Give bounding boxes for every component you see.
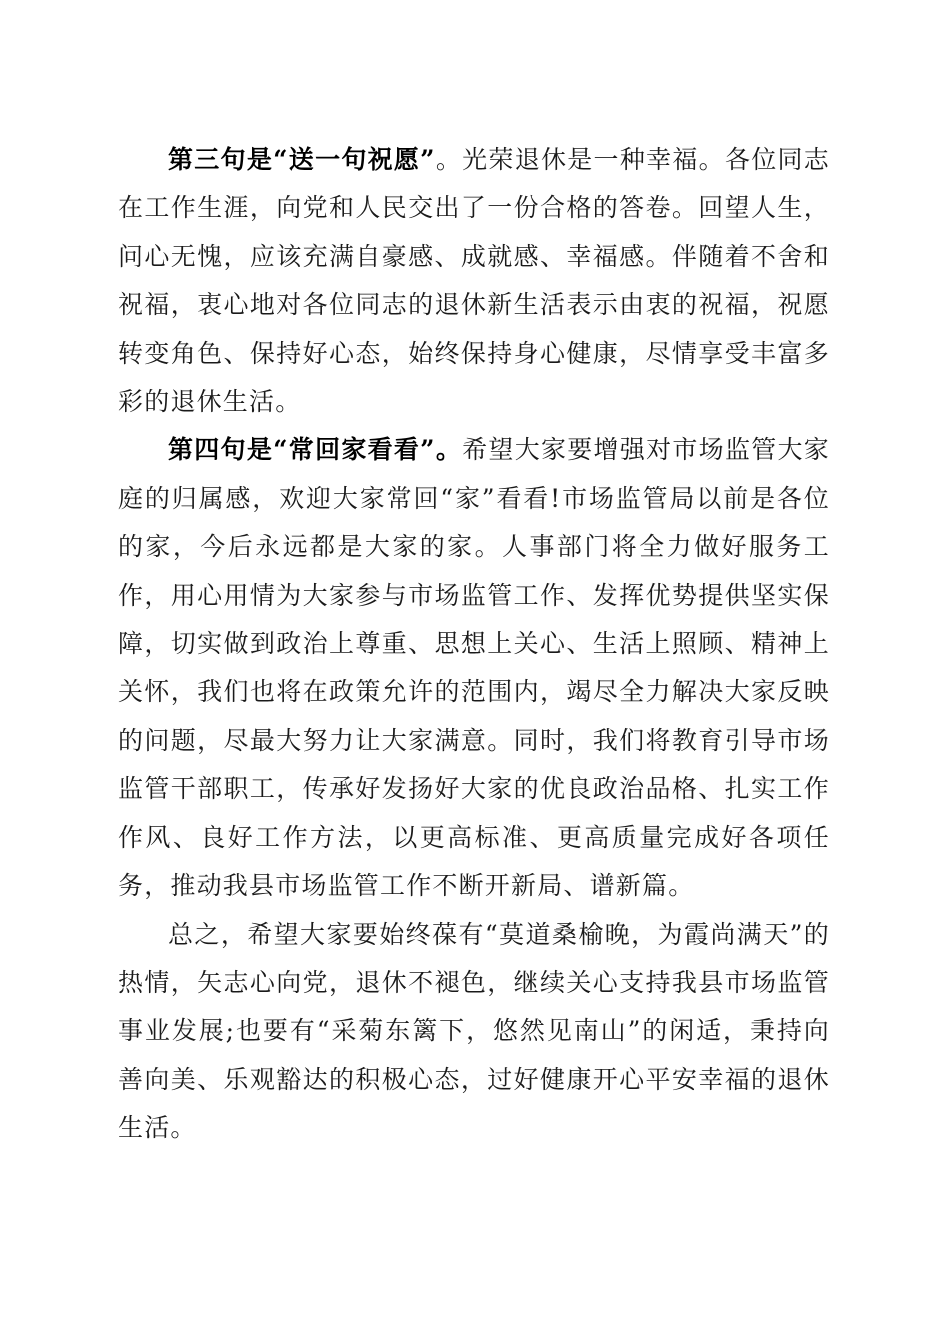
document-body <box>118 136 830 1153</box>
paragraph-third-wish <box>118 136 830 426</box>
paragraph-conclusion <box>118 911 830 1153</box>
paragraph-lead-bold: 第四句是“常回家看看”。 <box>168 435 463 465</box>
paragraph-text: 总之，希望大家要始终葆有“莫道桑榆晚，为霞尚满天”的热情，矢志心向党，退休不褪色，继续关心支持我县市场监管事业发展;也要有“采菊东篱下，悠然见南山”的闲适，秉持向善向美、乐观豁达的积极心态，过好健康开心平安幸福的退休生活。 <box>118 919 830 1143</box>
paragraph-fourth-visit-home <box>118 426 830 910</box>
paragraph-text: 。光荣退休是一种幸福。各位同志在工作生涯，向党和人民交出了一份合格的答卷。回望人生，问心无愧，应该充满自豪感、成就感、幸福感。伴随着不舍和祝福，衷心地对各位同志的退休新生活表示由衷的祝福，祝愿转变角色、保持好心态，始终保持身心健康，尽情享受丰富多彩的退休生活。 <box>118 145 830 417</box>
paragraph-lead-bold: 第三句是“送一句祝愿” <box>168 145 436 174</box>
paragraph-text: 希望大家要增强对市场监管大家庭的归属感，欢迎大家常回“家”看看!市场监管局以前是各位的家，今后永远都是大家的家。人事部门将全力做好服务工作，用心用情为大家参与市场监管工作、发挥优势提供坚实保障，切实做到政治上尊重、思想上关心、生活上照顾、精神上关怀，我们也将在政策允许的范围内，竭尽全力解决大家反映的问题，尽最大努力让大家满意。同时，我们将教育引导市场监管干部职工，传承好发扬好大家的优良政治品格、扎实工作作风、良好工作方法，以更高标准、更高质量完成好各项任务，推动我县市场监管工作不断开新局、谱新篇。 <box>118 435 830 901</box>
